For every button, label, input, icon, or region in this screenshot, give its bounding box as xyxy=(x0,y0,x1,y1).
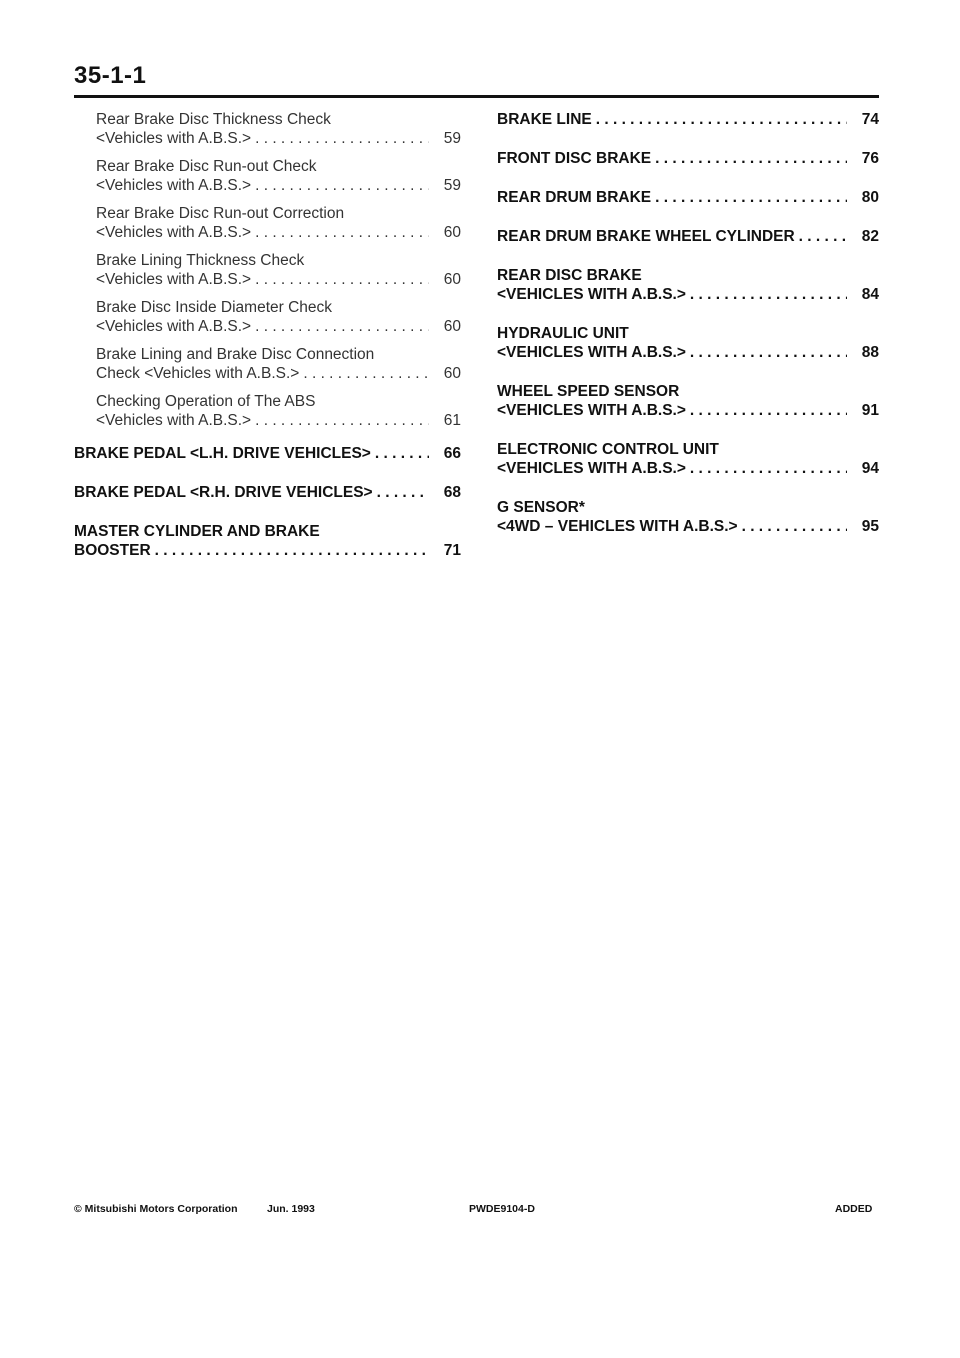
dot-leader xyxy=(375,444,429,463)
toc-page-number: 80 xyxy=(861,189,879,206)
dot-leader xyxy=(690,459,847,478)
toc-entry-subtitle: <Vehicles with A.B.S.> xyxy=(96,412,252,429)
dot-leader xyxy=(690,401,847,420)
toc-entry xyxy=(74,444,461,463)
dot-leader xyxy=(690,285,847,304)
toc-entry-subtitle: BOOSTER xyxy=(74,542,151,559)
toc-entry xyxy=(74,522,461,560)
toc-entry xyxy=(497,324,879,362)
toc-entry xyxy=(74,392,461,430)
toc-entry-title: BRAKE LINE xyxy=(497,111,592,128)
toc-page-number: 60 xyxy=(443,271,461,288)
dot-leader xyxy=(255,176,429,195)
toc-page-number: 76 xyxy=(861,150,879,167)
toc-entry-subtitle: <Vehicles with A.B.S.> xyxy=(96,318,252,335)
dot-leader xyxy=(255,223,429,242)
dot-leader xyxy=(742,517,847,536)
toc-page-number: 84 xyxy=(861,286,879,303)
toc-left-column xyxy=(74,110,461,580)
toc-entry-subtitle: <Vehicles with A.B.S.> xyxy=(96,224,252,241)
toc-entry-subtitle: <4WD – VEHICLES WITH A.B.S.> xyxy=(497,518,738,535)
toc-entry xyxy=(497,440,879,478)
dot-leader xyxy=(303,364,429,383)
toc-entry xyxy=(74,345,461,383)
toc-entry xyxy=(497,382,879,420)
toc-entry-subtitle: <VEHICLES WITH A.B.S.> xyxy=(497,460,686,477)
footer-date: Jun. 1993 xyxy=(267,1203,315,1215)
toc-page-number: 60 xyxy=(443,365,461,382)
dot-leader xyxy=(690,343,847,362)
toc-entry-title: REAR DRUM BRAKE xyxy=(497,189,652,206)
toc-entry xyxy=(497,188,879,207)
toc-entry-title: MASTER CYLINDER AND BRAKE xyxy=(74,523,320,540)
toc-entry-subtitle: <Vehicles with A.B.S.> xyxy=(96,271,252,288)
dot-leader xyxy=(255,270,429,289)
toc-page-number: 60 xyxy=(443,224,461,241)
dot-leader xyxy=(255,129,429,148)
footer-document-code: PWDE9104-D xyxy=(469,1203,535,1215)
toc-entry-title: Rear Brake Disc Thickness Check xyxy=(96,111,331,128)
toc-entry-title: Brake Lining and Brake Disc Connection xyxy=(96,346,375,363)
toc-page-number: 82 xyxy=(861,228,879,245)
toc-entry-title: FRONT DISC BRAKE xyxy=(497,150,652,167)
toc-entry xyxy=(74,483,461,502)
toc-page-number: 60 xyxy=(443,318,461,335)
toc-entry-title: Rear Brake Disc Run-out Check xyxy=(96,158,317,175)
toc-page-number: 61 xyxy=(443,412,461,429)
toc-entry xyxy=(497,266,879,304)
toc-page-number: 74 xyxy=(861,111,879,128)
toc-entry-title: G SENSOR* xyxy=(497,499,585,516)
toc-entry xyxy=(497,110,879,129)
dot-leader xyxy=(255,317,429,336)
toc-entry xyxy=(74,157,461,195)
toc-entry xyxy=(74,110,461,148)
toc-entry-title: Brake Lining Thickness Check xyxy=(96,252,305,269)
toc-entry-title: Brake Disc Inside Diameter Check xyxy=(96,299,333,316)
toc-entry-title: WHEEL SPEED SENSOR xyxy=(497,383,680,400)
toc-entry-title: REAR DISC BRAKE xyxy=(497,267,642,284)
toc-entry xyxy=(74,251,461,289)
toc-entry xyxy=(497,149,879,168)
page-number: 35-1-1 xyxy=(74,62,147,89)
toc-page-number: 71 xyxy=(443,542,461,559)
toc-page-number: 94 xyxy=(861,460,879,477)
toc-right-column xyxy=(497,110,879,556)
toc-entry-title: ELECTRONIC CONTROL UNIT xyxy=(497,441,719,458)
toc-entry xyxy=(497,227,879,246)
toc-entry-title: BRAKE PEDAL <L.H. DRIVE VEHICLES> xyxy=(74,445,371,462)
toc-page-number: 91 xyxy=(861,402,879,419)
toc-entry xyxy=(497,498,879,536)
toc-entry-subtitle: <VEHICLES WITH A.B.S.> xyxy=(497,286,686,303)
dot-leader xyxy=(655,149,847,168)
toc-entry-subtitle: <VEHICLES WITH A.B.S.> xyxy=(497,344,686,361)
toc-page-number: 95 xyxy=(861,518,879,535)
header-rule xyxy=(74,95,879,98)
dot-leader xyxy=(799,227,847,246)
toc-entry-subtitle: <Vehicles with A.B.S.> xyxy=(96,177,252,194)
toc-page-number: 59 xyxy=(443,130,461,147)
toc-entry-title: BRAKE PEDAL <R.H. DRIVE VEHICLES> xyxy=(74,484,373,501)
toc-page-number: 66 xyxy=(443,445,461,462)
toc-page-number: 59 xyxy=(443,177,461,194)
dot-leader xyxy=(596,110,847,129)
toc-entry-title: Checking Operation of The ABS xyxy=(96,393,316,410)
dot-leader xyxy=(255,411,429,430)
toc-entry-title: REAR DRUM BRAKE WHEEL CYLINDER xyxy=(497,228,795,245)
toc-entry-subtitle: <VEHICLES WITH A.B.S.> xyxy=(497,402,686,419)
toc-entry-title: Rear Brake Disc Run-out Correction xyxy=(96,205,345,222)
toc-entry xyxy=(74,204,461,242)
toc-page-number: 88 xyxy=(861,344,879,361)
toc-entry xyxy=(74,298,461,336)
dot-leader xyxy=(155,541,429,560)
toc-page-number: 68 xyxy=(443,484,461,501)
toc-entry-subtitle: <Vehicles with A.B.S.> xyxy=(96,130,252,147)
footer-copyright: © Mitsubishi Motors Corporation xyxy=(74,1203,238,1215)
footer-status: ADDED xyxy=(835,1203,873,1215)
dot-leader xyxy=(377,483,429,502)
dot-leader xyxy=(655,188,847,207)
toc-entry-subtitle: Check <Vehicles with A.B.S.> xyxy=(96,365,300,382)
toc-entry-title: HYDRAULIC UNIT xyxy=(497,325,629,342)
